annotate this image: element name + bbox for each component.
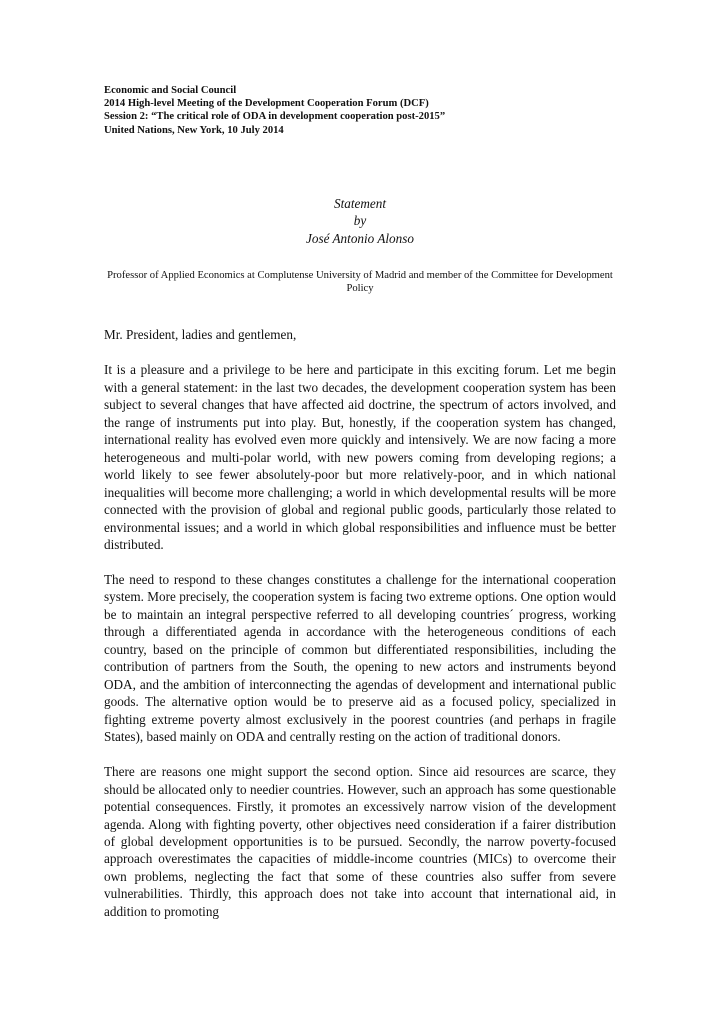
header-session: Session 2: “The critical role of ODA in development cooperation post-2015” — [104, 111, 446, 123]
body-paragraph-1: It is a pleasure and a privilege to be here and participate in this exciting forum. Let me begin with a general statement: in the last two decades, the development cooperation system has been subject to several changes that have affected aid doctrine, the spectrum of actors involved, and the range of instruments put into play. But, honestly, if the cooperation system has changed, international reality has evolved even more quickly and intensively. We are now facing a more heterogeneous and multi-polar world, with new powers coming from developing regions; a world likely to see fewer absolutely-poor but more relatively-poor, and in which national inequalities will become more challenging; a world in which developmental results will be more connected with the provision of global and regional public goods, particularly those related to environmental issues; and a world in which global responsibilities and influence must be better distributed. — [104, 362, 616, 552]
header-council: Economic and Social Council — [104, 85, 237, 96]
meeting-header — [104, 84, 616, 137]
statement-author: José Antonio Alonso — [306, 230, 414, 246]
document-body — [104, 84, 616, 933]
author-affiliation: Professor of Applied Economics at Complutense University of Madrid and member of the Committee for Development Policy — [107, 270, 613, 295]
statement-label: Statement — [333, 195, 386, 211]
header-meeting: 2014 High-level Meeting of the Development Cooperation Forum (DCF) — [104, 98, 429, 110]
salutation: Mr. President, ladies and gentlemen, — [104, 326, 297, 342]
statement-title — [104, 195, 616, 247]
body-paragraph-3: There are reasons one might support the second option. Since aid resources are scarce, they should be allocated only to needier countries. However, such an approach has some questionable potential consequences. Firstly, it promotes an excessively narrow vision of the development agenda. Along with fighting poverty, other objectives need consideration if a fairer distribution of global development opportunities is to be pursued. Secondly, the narrow poverty-focused approach overestimates the capacities of middle-income countries (MICs) to overcome their own problems, neglecting the fact that some of these countries also suffer from severe vulnerabilities. Thirdly, this approach does not take into account that international aid, in addition to promoting — [104, 764, 616, 919]
body-paragraph-2: The need to respond to these changes constitutes a challenge for the international cooperation system. More precisely, the cooperation system is facing two extreme options. One option would be to maintain an integral perspective referred to all developing countries´ progress, working through a differentiated agenda in accordance with the heterogeneous conditions of each country, based on the principle of common but differentiated responsibilities, including the contribution of partners from the South, the opening to new actors and instruments beyond ODA, and the ambition of interconnecting the agendas of development and international public goods. The alternative option would be to preserve aid as a focused policy, specialized in fighting extreme poverty almost exclusively in the poorest countries (and perhaps in fragile States), based mainly on ODA and centrally resting on the action of traditional donors. — [104, 572, 616, 745]
header-location-date: United Nations, New York, 10 July 2014 — [104, 124, 284, 136]
statement-by: by — [353, 213, 367, 229]
